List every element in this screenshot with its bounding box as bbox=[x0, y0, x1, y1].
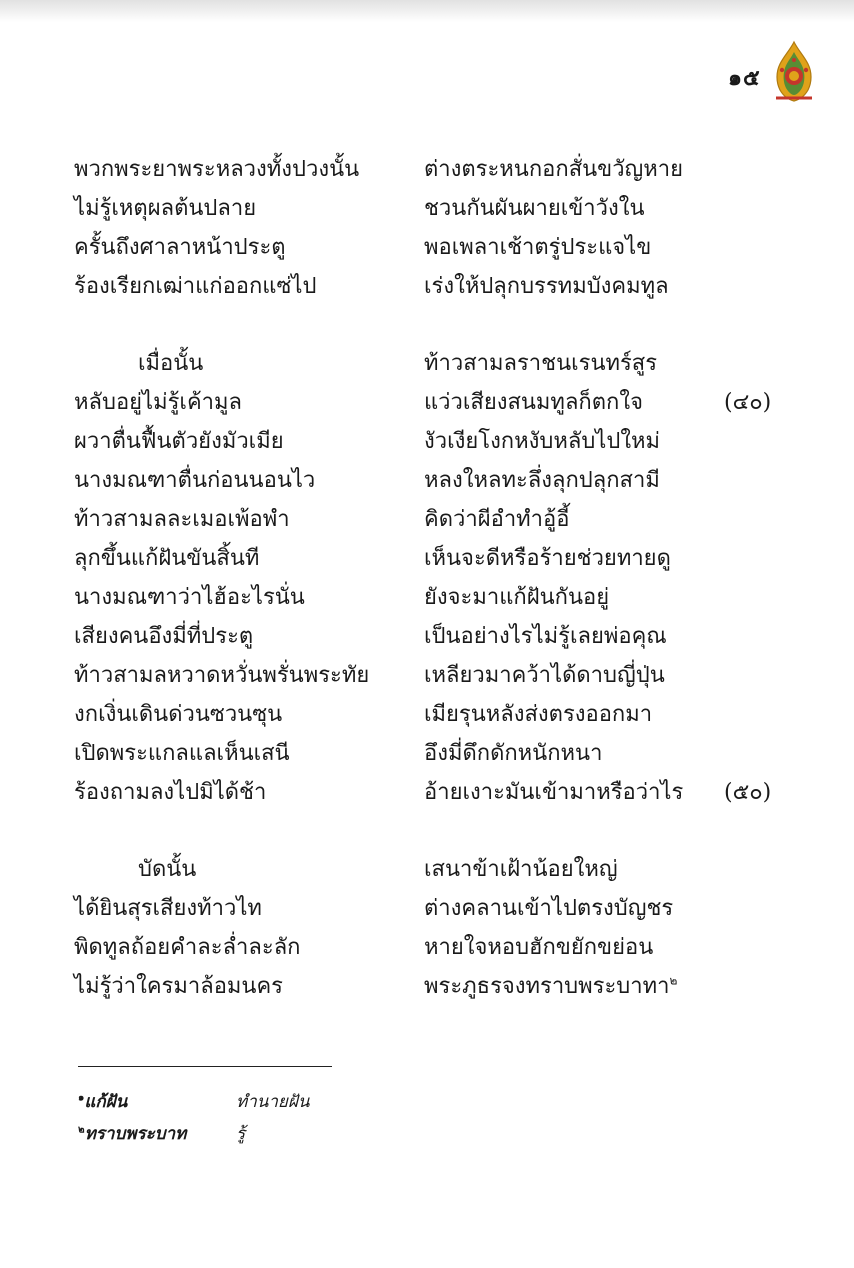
first-hemistich: ท้าวสามลละเมอเพ้อพำ bbox=[74, 507, 290, 532]
second-hemistich: หลงใหลทะลึ่งลุกปลุกสามี bbox=[424, 468, 660, 493]
first-hemistich: นางมณฑาตื่นก่อนนอนไว bbox=[74, 468, 316, 493]
page-number: ๑๕ bbox=[728, 65, 761, 91]
second-hemistich: ยังจะมาแก้ฝันกันอยู่ bbox=[424, 585, 610, 610]
second-hemistich: เป็นอย่างไรไม่รู้เลยพ่อคุณ bbox=[424, 624, 667, 649]
first-hemistich: ได้ยินสุรเสียงท้าวไท bbox=[74, 896, 262, 921]
footnote-marker: ๒ bbox=[669, 973, 678, 988]
first-hemistich: ลุกขึ้นแก้ฝันขันสิ้นที bbox=[74, 546, 260, 571]
first-hemistich: พวกพระยาพระหลวงทั้งปวงนั้น bbox=[74, 157, 360, 182]
footnote-term-text: ทราบพระบาท bbox=[84, 1124, 187, 1144]
poem-body bbox=[74, 150, 794, 1044]
verse-line bbox=[74, 656, 794, 695]
verse-line bbox=[74, 578, 794, 617]
verse-line bbox=[74, 695, 794, 734]
verse-line bbox=[74, 500, 794, 539]
verse-line bbox=[74, 617, 794, 656]
footnotes bbox=[78, 1086, 578, 1150]
second-hemistich: เสนาข้าเฝ้าน้อยใหญ่ bbox=[424, 857, 618, 882]
verse-line bbox=[74, 267, 794, 306]
first-hemistich: ร้องถามลงไปมิได้ช้า bbox=[74, 780, 267, 805]
second-hemistich: ชวนกันผันผายเข้าวังใน bbox=[424, 196, 645, 221]
first-hemistich: ไม่รู้ว่าใครมาล้อมนคร bbox=[74, 974, 283, 999]
stanza bbox=[74, 850, 794, 1006]
footnote-item bbox=[78, 1118, 578, 1150]
verse-line bbox=[74, 967, 794, 1006]
footnote-term bbox=[78, 1118, 186, 1150]
verse-line bbox=[74, 539, 794, 578]
first-hemistich: ครั้นถึงศาลาหน้าประตู bbox=[74, 235, 286, 260]
second-hemistich: อ้ายเงาะมันเข้ามาหรือว่าไร bbox=[424, 780, 684, 805]
footnote-marker: ๒ bbox=[78, 1124, 85, 1136]
verse-line bbox=[74, 228, 794, 267]
footnote-item bbox=[78, 1086, 578, 1118]
first-hemistich: ท้าวสามลหวาดหวั่นพรั่นพระทัย bbox=[74, 663, 370, 688]
first-hemistich: ไม่รู้เหตุผลต้นปลาย bbox=[74, 196, 257, 221]
first-hemistich: นางมณฑาว่าไฮ้อะไรนั่น bbox=[74, 585, 305, 610]
second-hemistich: ต่างคลานเข้าไปตรงบัญชร bbox=[424, 896, 674, 921]
footnote-divider bbox=[78, 1066, 332, 1067]
stanza bbox=[74, 344, 794, 812]
verse-line bbox=[74, 344, 794, 383]
second-hemistich bbox=[424, 967, 677, 1006]
line-number: (๔๐) bbox=[724, 390, 772, 415]
first-hemistich: หลับอยู่ไม่รู้เค้ามูล bbox=[74, 390, 243, 415]
first-hemistich: พิดทูลถ้อยคำละล่ำละลัก bbox=[74, 935, 301, 960]
second-hemistich: แว่วเสียงสนมทูลก็ตกใจ bbox=[424, 390, 643, 415]
first-hemistich: เสียงคนอึงมี่ที่ประตู bbox=[74, 624, 254, 649]
second-hemistich: อึงมี่ดึกดักหนักหนา bbox=[424, 741, 603, 766]
second-hemistich: เมียรุนหลังส่งตรงออกมา bbox=[424, 702, 653, 727]
line-number: (๕๐) bbox=[724, 780, 772, 805]
stanza bbox=[74, 150, 794, 306]
hemistich-text: พระภูธรจงทราบพระบาทา bbox=[424, 974, 670, 999]
verse-line bbox=[74, 928, 794, 967]
second-hemistich: เหลียวมาคว้าได้ดาบญี่ปุ่น bbox=[424, 663, 665, 688]
speaker-cue: บัดนั้น bbox=[138, 857, 197, 882]
first-hemistich: ผวาตื่นฟื้นตัวยังมัวเมีย bbox=[74, 429, 284, 454]
second-hemistich: คิดว่าผีอำทำอู้อี้ bbox=[424, 507, 570, 532]
verse-line bbox=[74, 383, 794, 422]
verse-line bbox=[74, 461, 794, 500]
second-hemistich: เห็นจะดีหรือร้ายช่วยทายดู bbox=[424, 546, 671, 571]
verse-line bbox=[74, 889, 794, 928]
second-hemistich: ท้าวสามลราชนเรนทร์สูร bbox=[424, 351, 658, 376]
verse-line bbox=[74, 773, 794, 812]
footnote-marker: ๑ bbox=[78, 1092, 85, 1104]
royal-emblem-icon bbox=[770, 40, 818, 102]
verse-line bbox=[74, 150, 794, 189]
second-hemistich: หายใจหอบฮักขยักขย่อน bbox=[424, 935, 654, 960]
second-hemistich: พอเพลาเช้าตรู่ประแจไข bbox=[424, 235, 652, 260]
verse-line bbox=[74, 422, 794, 461]
verse-line bbox=[74, 189, 794, 228]
second-hemistich: ต่างตระหนกอกสั่นขวัญหาย bbox=[424, 157, 684, 182]
second-hemistich: งัวเงียโงกหงับหลับไปใหม่ bbox=[424, 429, 661, 454]
first-hemistich: งกเงิ่นเดินด่วนซวนซุน bbox=[74, 702, 283, 727]
footnote-term-text: แก้ฝัน bbox=[84, 1092, 128, 1112]
verse-line bbox=[74, 850, 794, 889]
footnote-definition: รู้ bbox=[236, 1124, 246, 1144]
first-hemistich: เปิดพระแกลแลเห็นเสนี bbox=[74, 741, 290, 766]
first-hemistich: ร้องเรียกเฒ่าแก่ออกแซ่ไป bbox=[74, 274, 317, 299]
scan-edge-shadow bbox=[0, 0, 854, 22]
second-hemistich: เร่งให้ปลุกบรรทมบังคมทูล bbox=[424, 274, 669, 299]
footnote-term bbox=[78, 1086, 127, 1118]
verse-line bbox=[74, 734, 794, 773]
footnote-definition: ทำนายฝัน bbox=[236, 1092, 310, 1112]
speaker-cue: เมื่อนั้น bbox=[138, 351, 204, 376]
